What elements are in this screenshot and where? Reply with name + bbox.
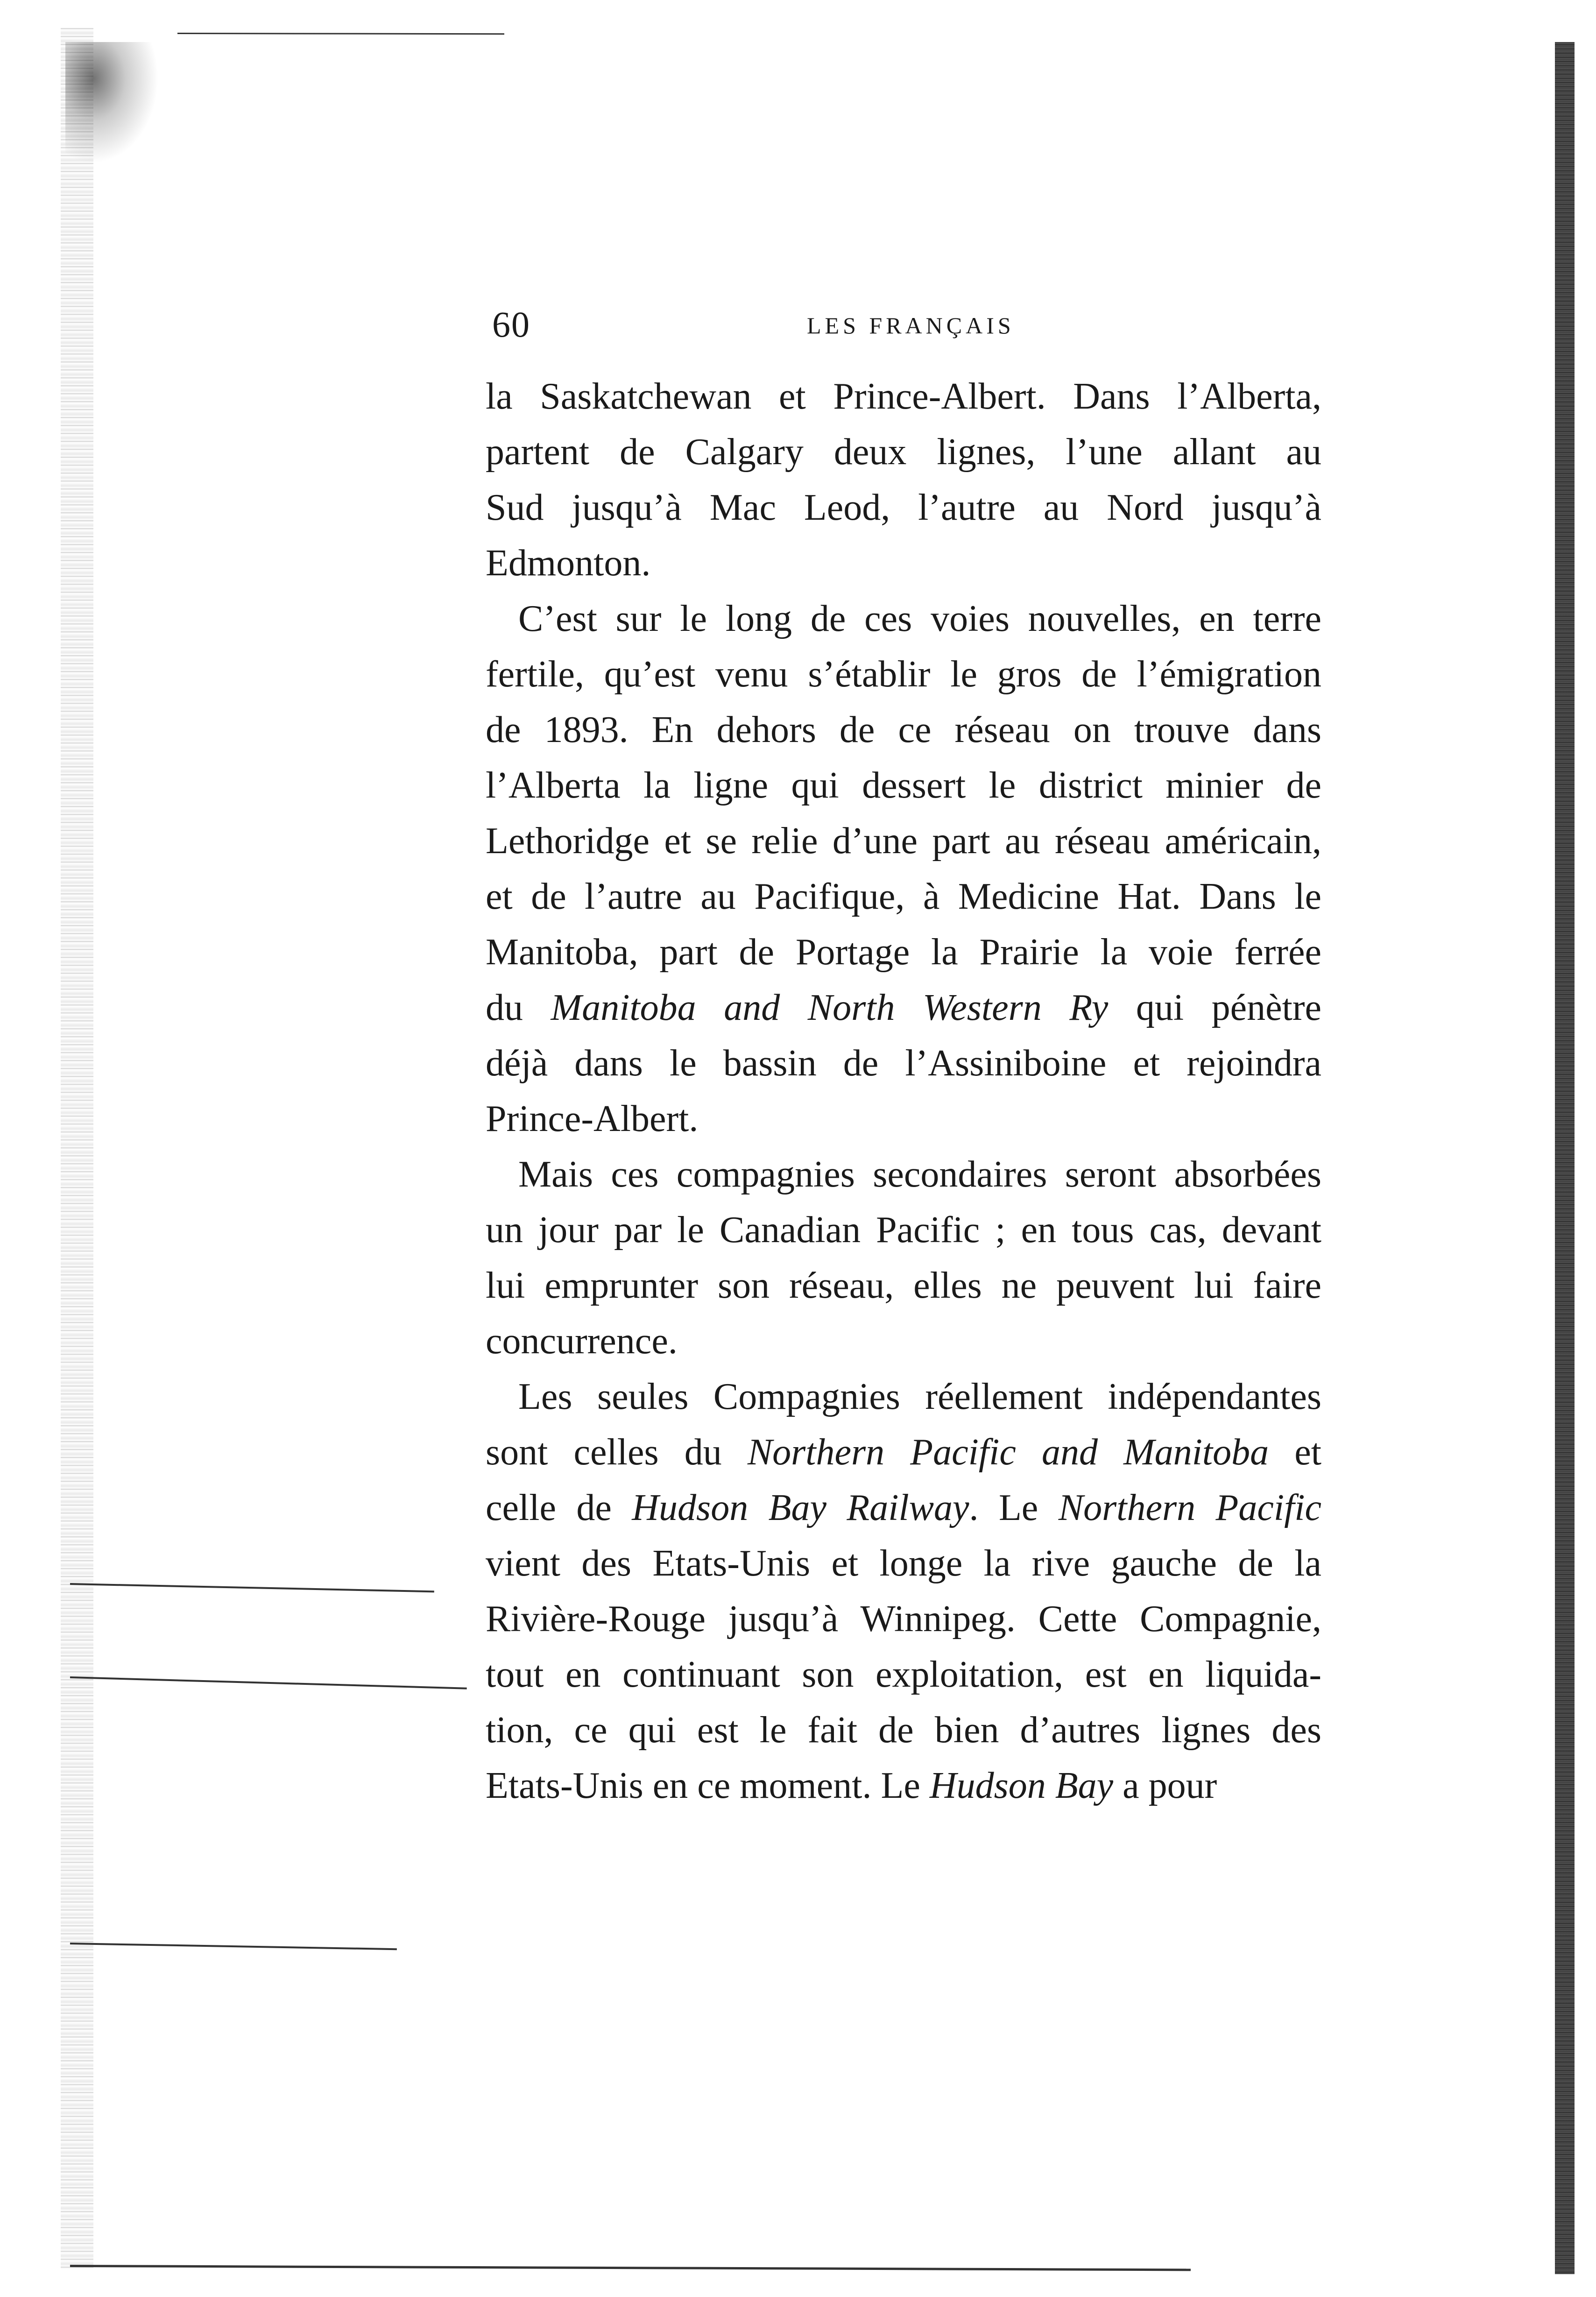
text-span: celle de: [486, 1487, 632, 1528]
paragraph: [486, 369, 1321, 591]
text-span: du: [486, 987, 551, 1028]
text-line: [486, 1369, 1321, 1425]
text-line: [486, 1036, 1321, 1091]
text-span: la Saskatchewan et Prince-Albert. Dans l’Alberta,: [486, 376, 1321, 417]
text-line: [486, 424, 1321, 480]
text-span: tout en continuant son exploitation, est en liquida-: [486, 1654, 1321, 1695]
text-span: et de l’autre au Pacifique, à Medicine Hat. Dans le: [486, 876, 1321, 917]
text-line: [486, 647, 1321, 702]
text-span: vient des Etats-Unis et longe la rive gauche de la: [486, 1543, 1321, 1584]
text-span: Les seules Compagnies réellement indépendantes: [518, 1376, 1321, 1417]
text-line: [486, 480, 1321, 536]
text-line: [486, 869, 1321, 925]
text-span: concurrence.: [486, 1321, 678, 1362]
scan-stain: [65, 42, 159, 163]
text-line: [486, 1202, 1321, 1258]
text-line: [486, 813, 1321, 869]
text-line: [486, 980, 1321, 1036]
text-line: [486, 1480, 1321, 1536]
text-span: Edmonton.: [486, 543, 651, 584]
body-text: [486, 369, 1321, 1814]
italic-span: Northern Pacific: [1058, 1487, 1322, 1528]
italic-span: Hudson Bay Railway: [632, 1487, 969, 1528]
text-line: [486, 1758, 1321, 1814]
paragraph: [486, 1147, 1321, 1369]
italic-span: Hudson Bay: [929, 1765, 1114, 1806]
running-title: LES FRANÇAIS: [807, 312, 1015, 339]
running-head: [485, 299, 1325, 355]
text-span: tion, ce qui est le fait de bien d’autres lignes des: [486, 1710, 1321, 1751]
text-line: [486, 1091, 1321, 1147]
text-span: partent de Calgary deux lignes, l’une allant au: [486, 431, 1321, 473]
italic-span: Manitoba and North Western Ry: [551, 987, 1109, 1028]
text-span: Rivière-Rouge jusqu’à Winnipeg. Cette Compagnie,: [486, 1598, 1321, 1640]
scan-streak: [177, 33, 504, 35]
scan-shadow-left: [61, 28, 93, 2269]
scan-streak: [70, 2265, 1191, 2271]
text-line: [486, 536, 1321, 591]
text-line: [486, 1647, 1321, 1703]
text-span: Etats-Unis en ce moment. Le: [486, 1765, 930, 1806]
text-span: Manitoba, part de Portage la Prairie la voie ferrée: [486, 932, 1321, 973]
text-span: Prince-Albert.: [486, 1098, 699, 1139]
text-span: Mais ces compagnies secondaires seront absorbées: [518, 1154, 1321, 1195]
text-span: déjà dans le bassin de l’Assiniboine et rejoindra: [486, 1043, 1321, 1084]
text-span: a pour: [1113, 1765, 1217, 1806]
text-span: un jour par le Canadian Pacific ; en tous cas, devant: [486, 1209, 1321, 1251]
text-line: [486, 1147, 1321, 1202]
scan-edge-right: [1555, 42, 1575, 2274]
text-line: [486, 758, 1321, 813]
text-line: [486, 1536, 1321, 1591]
text-span: C’est sur le long de ces voies nouvelles, en terre: [518, 598, 1321, 639]
text-span: . Le: [969, 1487, 1059, 1528]
text-line: [486, 1591, 1321, 1647]
text-span: l’Alberta la ligne qui dessert le district minier de: [486, 765, 1321, 806]
page-number: 60: [492, 304, 530, 345]
text-span: et: [1269, 1432, 1322, 1473]
text-line: [486, 702, 1321, 758]
text-line: [486, 591, 1321, 647]
text-span: Lethoridge et se relie d’une part au réseau américain,: [486, 820, 1321, 862]
paragraph: [486, 591, 1321, 1147]
text-line: [486, 1314, 1321, 1369]
paragraph: [486, 1369, 1321, 1814]
text-span: de 1893. En dehors de ce réseau on trouve dans: [486, 709, 1321, 750]
text-span: Sud jusqu’à Mac Leod, l’autre au Nord jusqu’à: [486, 487, 1321, 528]
text-span: qui pénètre: [1108, 987, 1321, 1028]
text-line: [486, 1425, 1321, 1480]
text-span: sont celles du: [486, 1432, 748, 1473]
scan-streak: [70, 1676, 467, 1689]
text-line: [486, 369, 1321, 424]
text-line: [486, 925, 1321, 980]
scan-streak: [70, 1943, 397, 1950]
italic-span: Northern Pacific and Manitoba: [747, 1432, 1269, 1473]
text-span: fertile, qu’est venu s’établir le gros de l’émigration: [486, 654, 1321, 695]
scan-streak: [70, 1583, 434, 1592]
text-span: lui emprunter son réseau, elles ne peuvent lui faire: [486, 1265, 1321, 1306]
text-line: [486, 1703, 1321, 1758]
text-line: [486, 1258, 1321, 1314]
